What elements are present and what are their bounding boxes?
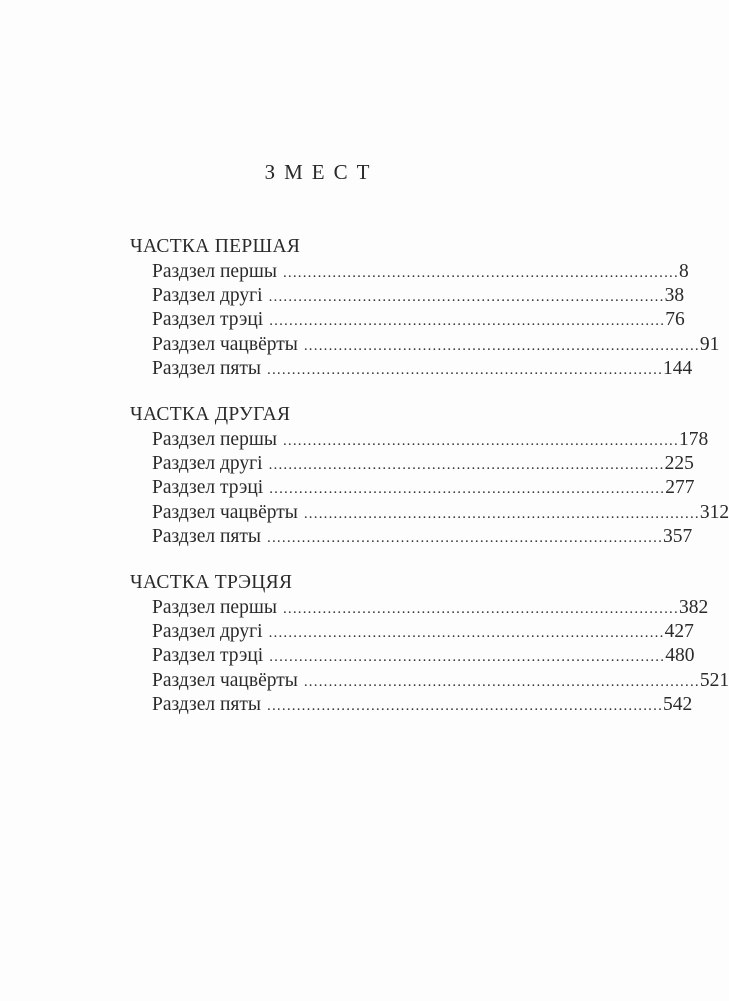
toc-entry[interactable] — [152, 284, 685, 308]
dot-leader: ................................................................................ — [268, 457, 665, 474]
entry-page-number: 225 — [664, 453, 694, 475]
dot-leader: ................................................................................ — [269, 649, 666, 666]
entry-label: Раздзел пяты — [152, 357, 262, 379]
entry-page-number: 38 — [664, 285, 685, 307]
entry-label: Раздзел першы — [152, 597, 277, 618]
entry-label: Раздзел трэці — [152, 477, 264, 499]
entry-label: Раздзел другі — [152, 285, 263, 307]
dot-leader: ................................................................................ — [282, 601, 679, 617]
entry-label: Раздзел чацвёрты — [152, 669, 298, 691]
toc-entry[interactable] — [152, 669, 729, 693]
dot-leader: ................................................................................ — [268, 625, 665, 642]
entry-page-number: 521 — [699, 669, 729, 691]
dot-leader: ................................................................................ — [267, 529, 664, 546]
dot-leader: ................................................................................ — [282, 265, 679, 281]
toc-entry[interactable] — [152, 525, 693, 549]
part-heading: ЧАСТКА ДРУГАЯ — [130, 404, 291, 425]
entry-page-number: 312 — [699, 501, 729, 523]
toc-entry[interactable] — [152, 596, 709, 620]
toc-entry[interactable] — [152, 644, 695, 668]
toc-entry[interactable] — [152, 308, 685, 332]
dot-leader: ................................................................................ — [282, 433, 679, 449]
toc-entry[interactable] — [152, 620, 694, 644]
toc-entry[interactable] — [152, 428, 709, 452]
entry-page-number: 178 — [678, 429, 709, 450]
entry-page-number: 480 — [665, 645, 695, 667]
part-heading: ЧАСТКА ПЕРШАЯ — [130, 236, 301, 257]
entry-page-number: 8 — [678, 261, 689, 282]
entry-label: Раздзел чацвёрты — [152, 333, 298, 355]
toc-part — [130, 570, 729, 717]
entry-label: Раздзел другі — [152, 453, 263, 475]
entry-page-number: 382 — [678, 597, 709, 618]
toc-part — [130, 234, 720, 381]
entry-label: Раздзел трэці — [152, 309, 264, 331]
entry-label: Раздзел першы — [152, 261, 277, 282]
toc-title: ЗМЕСТ — [264, 160, 379, 184]
toc-entry[interactable] — [152, 333, 720, 357]
toc-entry[interactable] — [152, 501, 729, 525]
toc-entry[interactable] — [152, 357, 693, 381]
part-heading: ЧАСТКА ТРЭЦЯЯ — [130, 572, 293, 593]
entry-page-number: 357 — [663, 525, 693, 547]
entry-label: Раздзел пяты — [152, 525, 262, 547]
toc-part — [130, 402, 729, 549]
entry-page-number: 91 — [699, 333, 720, 355]
toc-entry[interactable] — [152, 693, 693, 717]
entry-page-number: 427 — [664, 621, 694, 643]
toc-entry[interactable] — [152, 476, 695, 500]
entry-label: Раздзел чацвёрты — [152, 501, 298, 523]
dot-leader: ................................................................................ — [268, 289, 665, 306]
entry-label: Раздзел першы — [152, 429, 277, 450]
entry-label: Раздзел пяты — [152, 693, 262, 715]
entry-page-number: 144 — [663, 357, 693, 379]
dot-leader: ................................................................................ — [269, 481, 666, 498]
toc-entry[interactable] — [152, 260, 689, 284]
dot-leader: ................................................................................ — [303, 337, 700, 354]
entry-page-number: 542 — [663, 693, 693, 715]
entry-page-number: 277 — [665, 477, 695, 499]
dot-leader: ................................................................................ — [303, 505, 700, 522]
dot-leader: ................................................................................ — [269, 313, 666, 330]
entry-label: Раздзел трэці — [152, 645, 264, 667]
entry-page-number: 76 — [665, 309, 685, 331]
dot-leader: ................................................................................ — [303, 673, 700, 690]
toc-entry[interactable] — [152, 452, 694, 476]
dot-leader: ................................................................................ — [267, 361, 664, 378]
dot-leader: ................................................................................ — [267, 697, 664, 714]
entry-label: Раздзел другі — [152, 621, 263, 643]
